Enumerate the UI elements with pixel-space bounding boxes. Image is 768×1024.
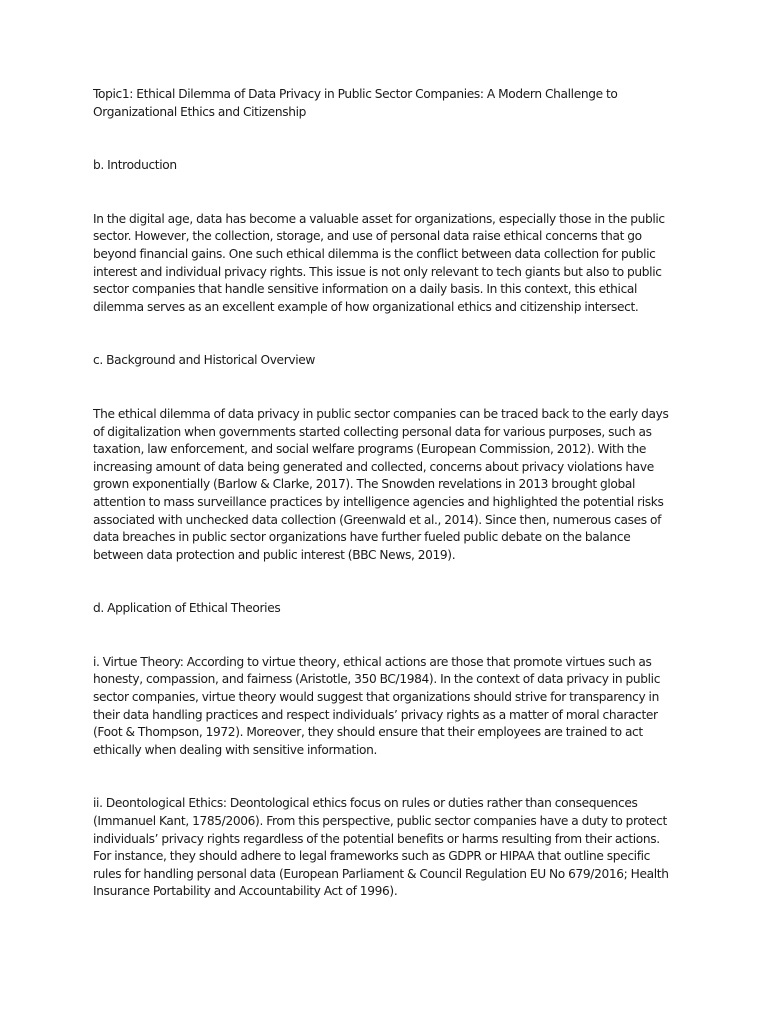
paragraph-deontological-ethics: ii. Deontological Ethics: Deontological ethics focus on rules or duties rather than consequences (Immanuel Kant, 1785/2006). From this perspective, public sector companies have a duty to protect individuals’ privacy rights regardless of the potential benefits or harms resulting from their actions. For instance, they should adhere to legal frameworks such as GDPR or HIPAA that outline specific rules for handling personal data (European Parliament & Council Regulation EU No 679/2016; Health Insurance Portability and Accountability Act of 1996).: [93, 796, 669, 899]
section-heading-ethical-theories: d. Application of Ethical Theories: [93, 601, 281, 616]
section-heading-introduction: b. Introduction: [93, 158, 177, 173]
paragraph-background: The ethical dilemma of data privacy in public sector companies can be traced back to the early days of digitalization when governments started collecting personal data for various purposes, such as taxation, law enforcement, and social welfare programs (European Commission, 2012). With the increasing amount of data being generated and collected, concerns about privacy violations have grown exponentially (Barlow & Clarke, 2017). The Snowden revelations in 2013 brought global attention to mass surveillance practices by intelligence agencies and highlighted the potential risks associated with unchecked data collection (Greenwald et al., 2014). Since then, numerous cases of data breaches in public sector organizations have further fueled public debate on the balance between data protection and public interest (BBC News, 2019).: [93, 406, 669, 562]
document-title: Topic1: Ethical Dilemma of Data Privacy in Public Sector Companies: A Modern Challenge to Organizational Ethics and Citizenship: [93, 87, 618, 119]
document-body: [93, 86, 678, 937]
paragraph-virtue-theory: i. Virtue Theory: According to virtue theory, ethical actions are those that promote virtues such as honesty, compassion, and fairness (Aristotle, 350 BC/1984). In the context of data privacy in public sector companies, virtue theory would suggest that organizations should strive for transparency in their data handling practices and respect individuals’ privacy rights as a matter of moral character (Foot & Thompson, 1972). Moreover, they should ensure that their employees are trained to act ethically when dealing with sensitive information.: [93, 654, 661, 757]
paragraph-introduction: In the digital age, data has become a valuable asset for organizations, especially those in the public sector. However, the collection, storage, and use of personal data raise ethical concerns that go beyond financial gains. One such ethical dilemma is the conflict between data collection for public interest and individual privacy rights. This issue is not only relevant to tech giants but also to public sector companies that handle sensitive information on a daily basis. In this context, this ethical dilemma serves as an excellent example of how organizational ethics and citizenship intersect.: [93, 211, 665, 314]
section-heading-background: c. Background and Historical Overview: [93, 353, 316, 368]
